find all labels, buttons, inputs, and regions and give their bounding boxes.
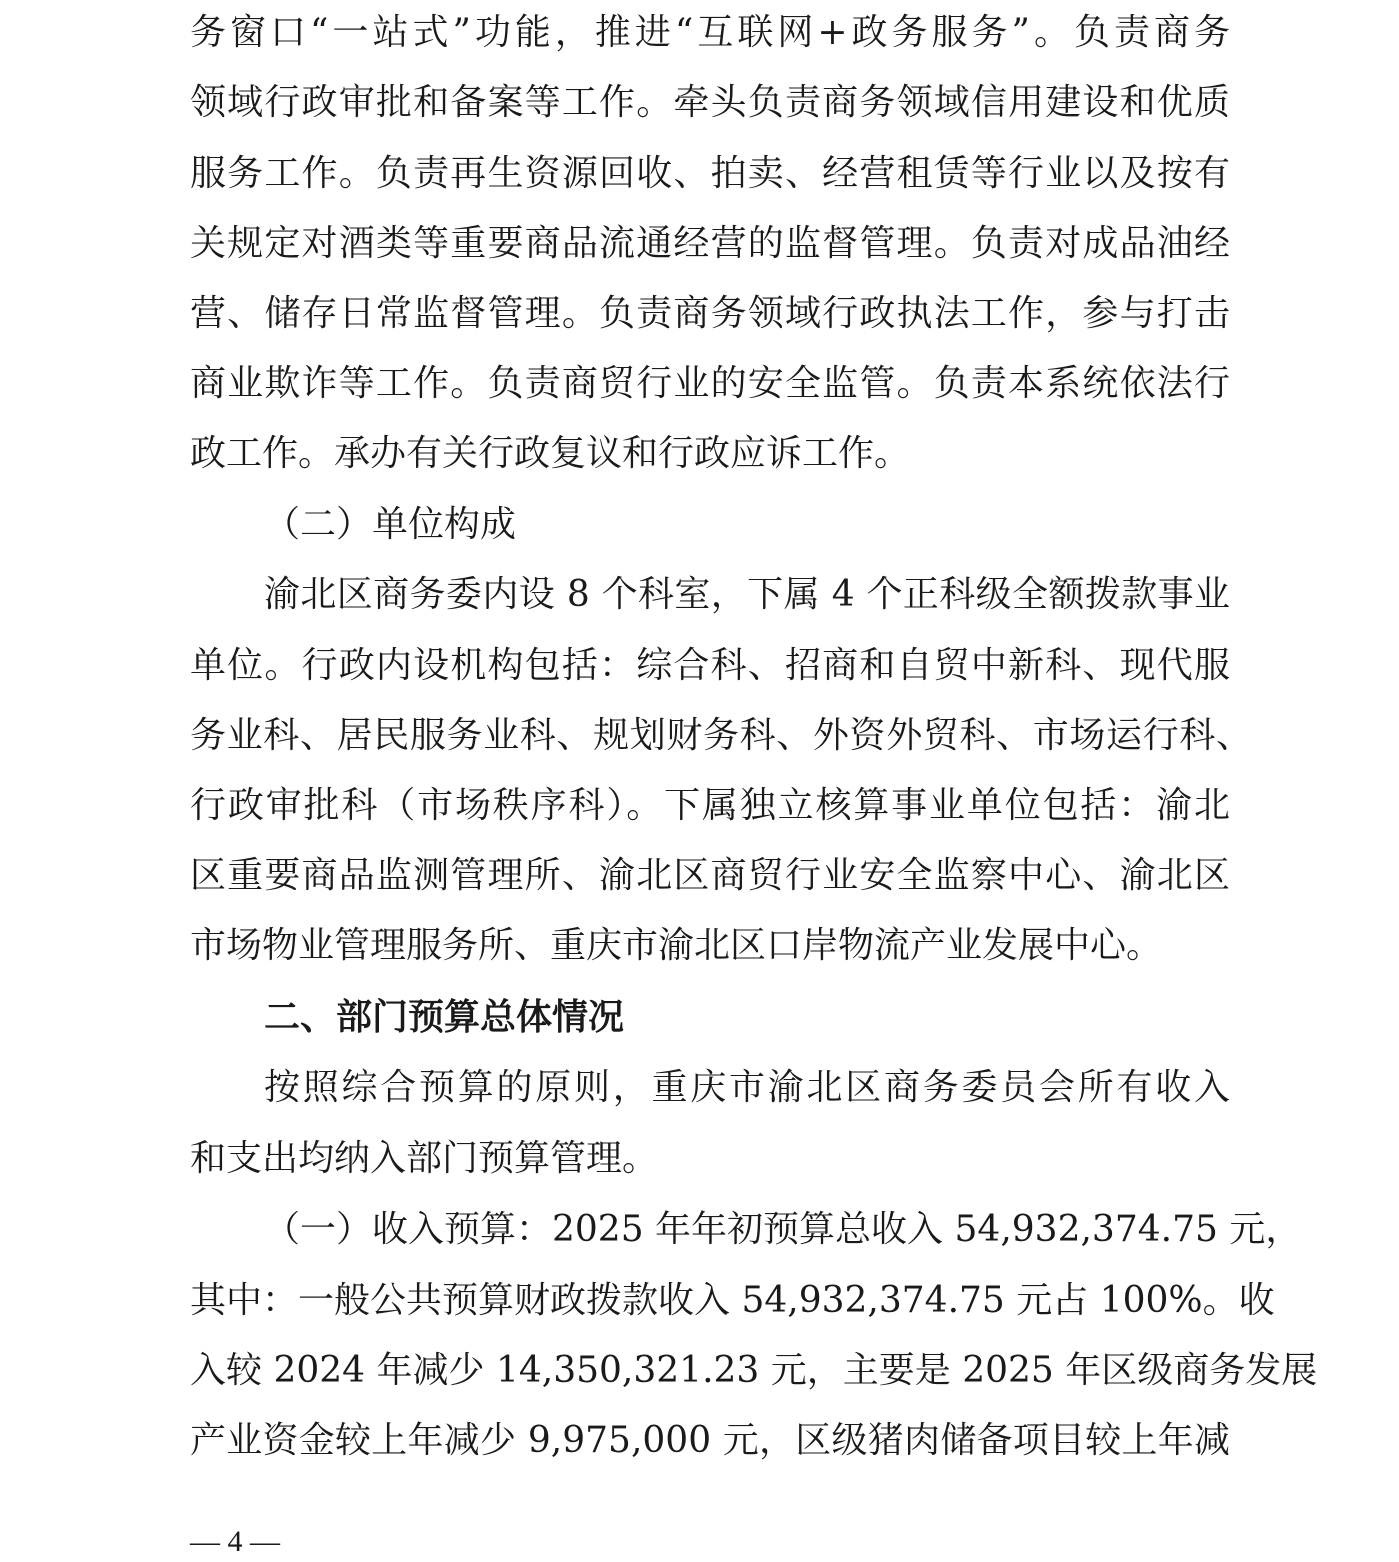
- text-line: 产业资金较上年减少 9,975,000 元，区级猪肉储备项目较上年减: [190, 1420, 1230, 1461]
- text-line: 政工作。承办有关行政复议和行政应诉工作。: [190, 433, 911, 474]
- text-line: 务业科、居民服务业科、规划财务科、外资外贸科、市场运行科、: [190, 715, 1252, 756]
- page-number: — 4 —: [190, 1525, 280, 1558]
- text-line: 单位。行政内设机构包括：综合科、招商和自贸中新科、现代服: [190, 645, 1230, 686]
- text-line: （一）收入预算：2025 年年初预算总收入 54,932,374.75 元，: [264, 1209, 1302, 1250]
- section-heading-budget-overview: 二、部门预算总体情况: [264, 997, 625, 1038]
- text-line: 市场物业管理服务所、重庆市渝北区口岸物流产业发展中心。: [190, 925, 1163, 966]
- text-line: 区重要商品监测管理所、渝北区商贸行业安全监察中心、渝北区: [190, 855, 1230, 896]
- text-line: 领域行政审批和备案等工作。牵头负责商务领域信用建设和优质: [190, 82, 1230, 123]
- text-line: 关规定对酒类等重要商品流通经营的监督管理。负责对成品油经: [190, 223, 1230, 264]
- text-line: 务窗口“一站式”功能，推进“互联网+政务服务”。负责商务: [190, 12, 1230, 53]
- text-line: 营、储存日常监督管理。负责商务领域行政执法工作，参与打击: [190, 293, 1230, 334]
- text-line: 和支出均纳入部门预算管理。: [190, 1138, 659, 1179]
- text-line: 商业欺诈等工作。负责商贸行业的安全监管。负责本系统依法行: [190, 363, 1230, 404]
- text-line: 服务工作。负责再生资源回收、拍卖、经营租赁等行业以及按有: [190, 153, 1230, 194]
- text-line: 按照综合预算的原则，重庆市渝北区商务委员会所有收入: [264, 1067, 1230, 1108]
- text-line: 行政审批科（市场秩序科）。下属独立核算事业单位包括：渝北: [190, 785, 1230, 826]
- text-line: 渝北区商务委内设 8 个科室，下属 4 个正科级全额拨款事业: [264, 574, 1230, 615]
- section-heading-unit-composition: （二）单位构成: [264, 504, 517, 545]
- text-line: 入较 2024 年减少 14,350,321.23 元，主要是 2025 年区级商务发展: [190, 1350, 1318, 1391]
- text-line: 其中：一般公共预算财政拨款收入 54,932,374.75 元占 100%。收: [190, 1280, 1275, 1321]
